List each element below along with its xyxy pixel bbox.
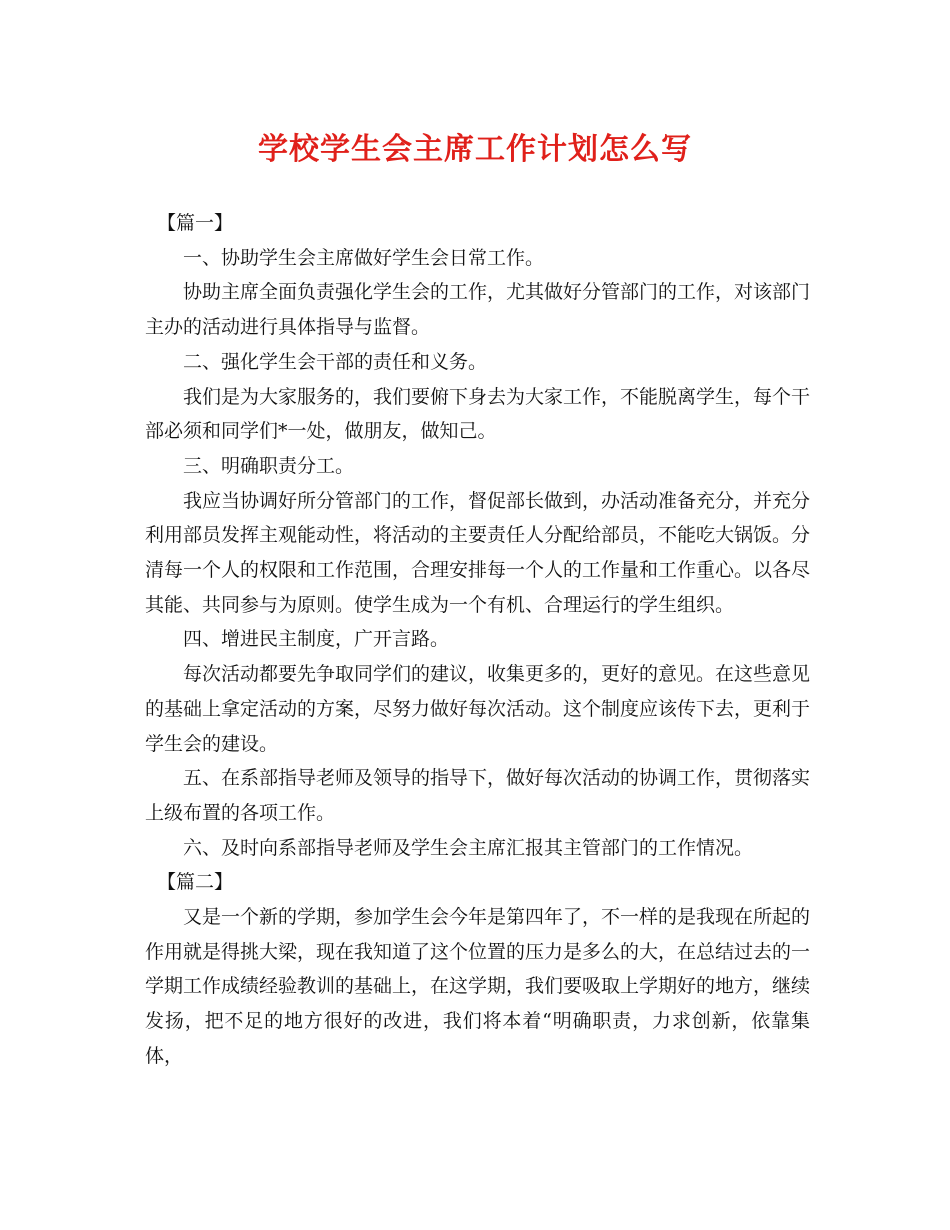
document-body bbox=[145, 206, 810, 1074]
section-heading: 【篇二】 bbox=[157, 871, 234, 894]
paragraph: 我们是为大家服务的，我们要俯下身去为大家工作，不能脱离学生，每个干部必须和同学们*一处，做朋友，做知己。 bbox=[145, 385, 811, 443]
paragraph: 每次活动都要先争取同学们的建议，收集更多的，更好的意见。在这些意见的基础上拿定活动的方案，尽努力做好每次活动。这个制度应该传下去，更利于学生会的建设。 bbox=[145, 663, 811, 755]
paragraph: 六、及时向系部指导老师及学生会主席汇报其主管部门的工作情况。 bbox=[183, 836, 754, 859]
section-heading: 【篇一】 bbox=[157, 212, 234, 234]
paragraph: 一、协助学生会主席做好学生会日常工作。 bbox=[183, 246, 545, 269]
paragraph: 二、强化学生会干部的责任和义务。 bbox=[183, 350, 488, 373]
document-title: 学校学生会主席工作计划怎么写 bbox=[258, 132, 692, 167]
paragraph: 四、增进民主制度，广开言路。 bbox=[183, 628, 450, 651]
paragraph: 五、在系部指导老师及领导的指导下，做好每次活动的协调工作，贯彻落实上级布置的各项工作。 bbox=[145, 767, 811, 824]
paragraph: 协助主席全面负责强化学生会的工作，尤其做好分管部门的工作，对该部门主办的活动进行具体指导与监督。 bbox=[145, 281, 811, 339]
paragraph: 又是一个新的学期，参加学生会今年是第四年了，不一样的是我现在所起的作用就是得挑大梁，现在我知道了这个位置的压力是多么的大，在总结过去的一学期工作成绩经验教训的基础上，在这学期，我们要吸取上学期好的地方，继续发扬，把不足的地方很好的改进，我们将本着“明确职责，力求创新，依靠集体， bbox=[145, 906, 811, 1067]
paragraph: 三、明确职责分工。 bbox=[183, 454, 355, 477]
paragraph: 我应当协调好所分管部门的工作，督促部长做到，办活动准备充分，并充分利用部员发挥主观能动性，将活动的主要责任人分配给部员，不能吃大锅饭。分清每一个人的权限和工作范围，合理安排每一个人的工作量和工作重心。以各尽其能、共同参与为原则。使学生成为一个有机、合理运行的学生组织。 bbox=[145, 489, 811, 616]
